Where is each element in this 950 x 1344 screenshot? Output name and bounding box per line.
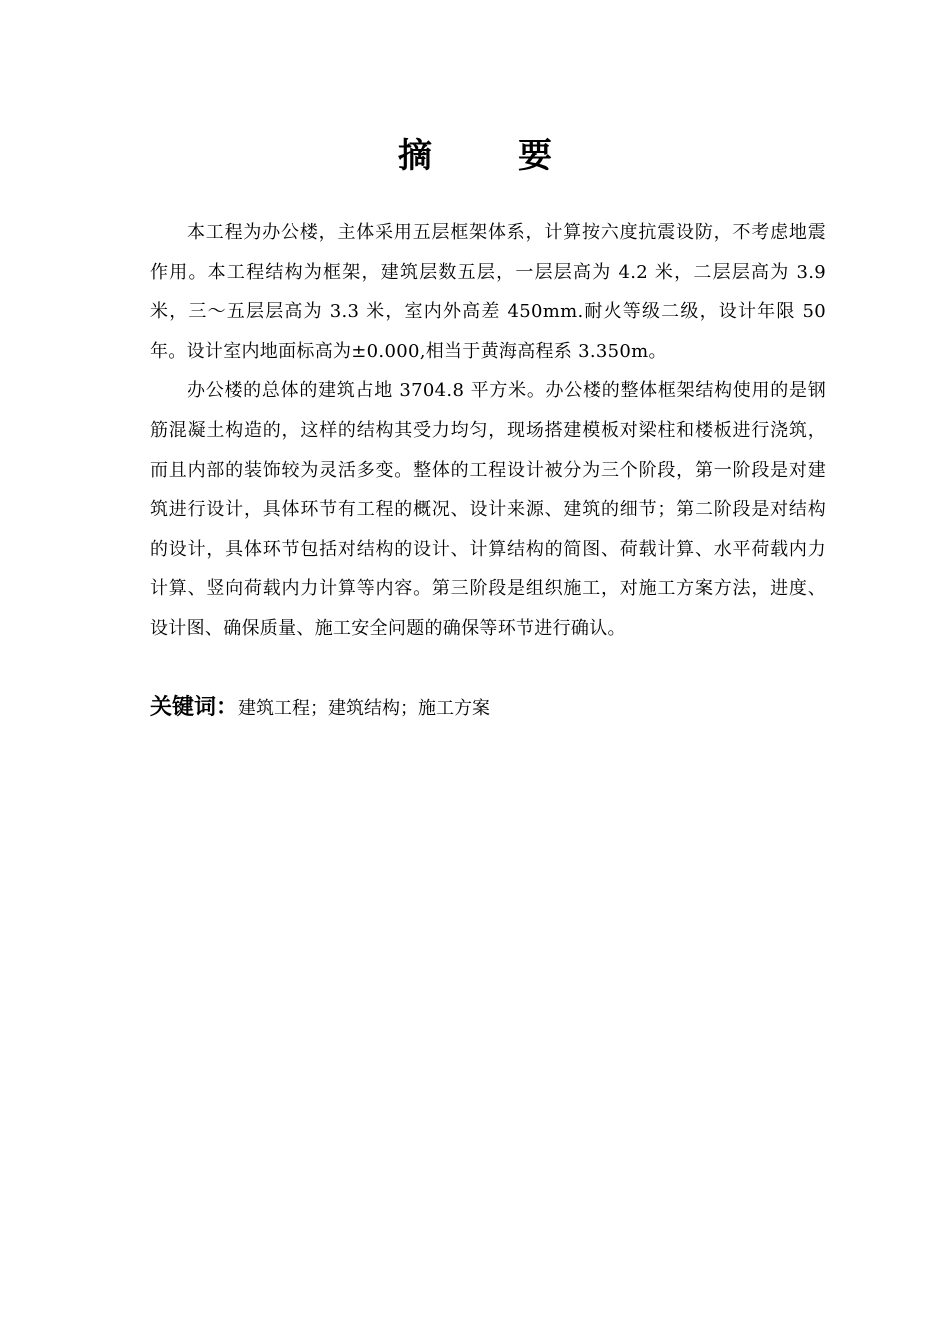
keywords-line <box>150 690 826 727</box>
abstract-paragraph-2: 办公楼的总体的建筑占地 3704.8 平方米。办公楼的整体框架结构使用的是钢筋混凝土构造的，这样的结构其受力均匀，现场搭建模板对梁柱和楼板进行浇筑，而且内部的装饰较为灵活多变。整体的工程设计被分为三个阶段，第一阶段是对建筑进行设计，具体环节有工程的概况、设计来源、建筑的细节；第二阶段是对结构的设计，具体环节包括对结构的设计、计算结构的简图、荷载计算、水平荷载内力计算、竖向荷载内力计算等内容。第三阶段是组织施工，对施工方案方法，进度、设计图、确保质量、施工安全问题的确保等环节进行确认。 <box>150 380 826 639</box>
page-title: 摘 要 <box>398 136 578 176</box>
abstract-paragraph-1: 本工程为办公楼，主体采用五层框架体系，计算按六度抗震设防，不考虑地震作用。本工程结构为框架，建筑层数五层，一层层高为 4.2 米，二层层高为 3.9 米，三～五层层高为 3.3 米，室内外高差 450mm.耐火等级二级，设计年限 50 年。设计室内地面标高为±0.000,相当于黄海高程系 3.350m。 <box>150 222 826 362</box>
keywords-label: 关键词： <box>150 695 239 720</box>
keywords-values: 建筑工程；建筑结构；施工方案 <box>238 698 491 719</box>
abstract-body <box>150 213 826 649</box>
